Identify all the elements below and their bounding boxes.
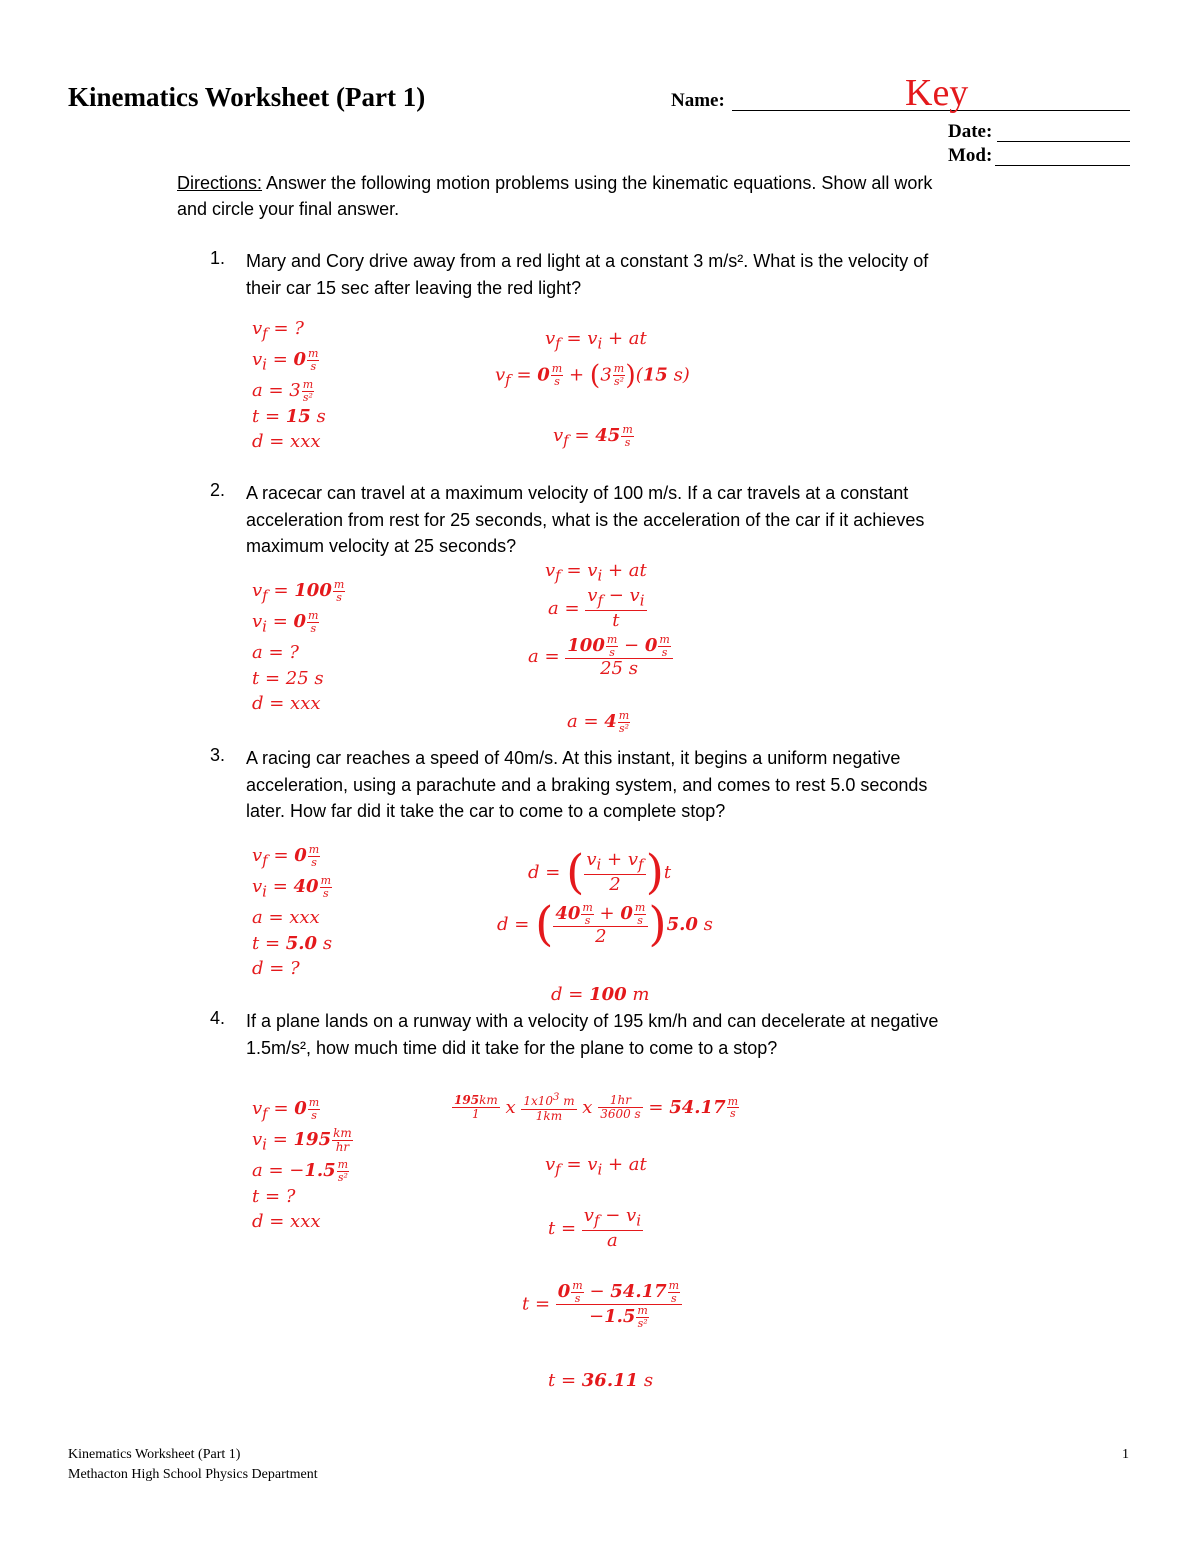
- directions-label: Directions:: [177, 173, 263, 193]
- date-label: Date:: [948, 121, 993, 142]
- question-2-line-1: A racecar can travel at a maximum velocity of 100 m/s. If a car travels at a constant: [246, 483, 909, 503]
- directions: [177, 170, 1057, 222]
- question-3-line-2: acceleration, using a parachute and a braking system, and comes to rest 5.0 seconds: [246, 774, 928, 795]
- q2-givens: $v_f = 100$ $\frac{m}{s}$ $v_i = 0$ $\frac{m}{s}$ a = ? t = 25 s d = xxx: [252, 577, 345, 715]
- q2-answer: a = 4 $\frac{m}{\text{s²}}$: [567, 709, 630, 735]
- question-2-line-3: maximum velocity at 25 seconds?: [246, 536, 517, 556]
- name-label: Name:: [671, 90, 725, 111]
- q1-answer: $v_f = 45$ $\frac{m}{s}$: [553, 423, 633, 450]
- q3-answer: d = 100 m: [551, 984, 650, 1005]
- question-4-line-2: 1.5m/s², how much time did it take for the plane to come to a stop?: [246, 1037, 778, 1058]
- question-3-number: 3.: [210, 745, 226, 765]
- q4-equation-1: $v_f = v_i$ + at: [545, 1154, 647, 1179]
- question-3-line-3: later. How far did it take the car to come to a complete stop?: [246, 801, 726, 821]
- q4-equation-3: t = 0 $\frac{m}{s}$ − 54.17 $\frac{m}{s}$ −1.5 $\frac{m}{\text{s²}}$: [522, 1280, 682, 1329]
- question-4-line-1: If a plane lands on a runway with a velocity of 195 km/h and can decelerate at negative: [246, 1011, 939, 1031]
- q3-equation-2: d = ( 40 $\frac{m}{s}$ + 0 $\frac{m}{s}$ 2 )5.0 s: [497, 898, 713, 952]
- q2-equation-1: $v_f = v_i$ + at: [545, 560, 647, 585]
- question-2-text: [246, 480, 1046, 560]
- q2-equation-2: a = $\frac{v_f - v_i}{t}$: [548, 585, 645, 631]
- page-number: 1: [1122, 1447, 1129, 1462]
- question-2-number: 2.: [210, 480, 226, 500]
- directions-text-2: and circle your final answer.: [177, 199, 400, 219]
- question-4-text: [246, 1008, 1046, 1061]
- q3-givens: $v_f = 0$ $\frac{m}{s}$ $v_i = 40$ $\frac{m}{s}$ a = xxx t = 5.0 s d = ?: [252, 842, 333, 980]
- question-1-text: [246, 248, 1046, 301]
- question-2-line-2: acceleration from rest for 25 seconds, what is the acceleration of the car if it achieves: [246, 509, 925, 530]
- footer-title: Kinematics Worksheet (Part 1): [68, 1447, 241, 1462]
- q1-givens: $v_f$ = ? $v_i = 0$ $\frac{m}{s}$ a = 3 $\frac{m}{\text{s²}}$ t = 15 s d = xxx: [252, 318, 326, 453]
- question-3-text: [246, 745, 1046, 825]
- question-1-line-2: their car 15 sec after leaving the red light?: [246, 277, 582, 298]
- key-text: Key: [905, 72, 969, 114]
- q4-equation-2: t = $\frac{v_f - v_i}{a}$: [548, 1205, 642, 1251]
- q4-conversion: $\frac{195km}{1}$ x $\frac{1x10^3 m}{1km}$ x $\frac{1hr}{3600 s}$ = 54.17 $\frac{m}{s}$: [454, 1092, 739, 1123]
- directions-text-1: Answer the following motion problems using the kinematic equations. Show all work: [262, 173, 933, 193]
- worksheet-title: Kinematics Worksheet (Part 1): [68, 82, 426, 112]
- question-3-line-1: A racing car reaches a speed of 40m/s. At this instant, it begins a uniform negative: [246, 748, 901, 768]
- mod-label: Mod:: [948, 145, 993, 166]
- q4-answer: t = 36.11 s: [548, 1370, 654, 1391]
- q1-equation-2: $v_f = 0$ $\frac{m}{s}$ + (3 $\frac{m}{\text{s²}}$ )(15 s): [495, 360, 690, 391]
- mod-line: [995, 165, 1130, 166]
- question-4-number: 4.: [210, 1008, 226, 1028]
- footer-department: Methacton High School Physics Department: [68, 1467, 318, 1482]
- q3-equation-1: d = ( $\frac{v_i + v_f}{2}$ )t: [528, 846, 672, 900]
- question-1-line-1: Mary and Cory drive away from a red light at a constant 3 m/s². What is the velocity of: [246, 251, 929, 271]
- date-line: [997, 141, 1130, 142]
- q2-equation-3: a = 100 $\frac{m}{s}$ − 0 $\frac{m}{s}$ 25 s: [528, 634, 673, 680]
- question-1-number: 1.: [210, 248, 226, 268]
- q4-givens: $v_f = 0$ $\frac{m}{s}$ $v_i = 195$ $\frac{km}{hr}$ a = −1.5 $\frac{m}{\text{s²}}$ t = ? d = xxx: [252, 1095, 352, 1233]
- q1-equation-1: $v_f = v_i$ + at: [545, 328, 647, 353]
